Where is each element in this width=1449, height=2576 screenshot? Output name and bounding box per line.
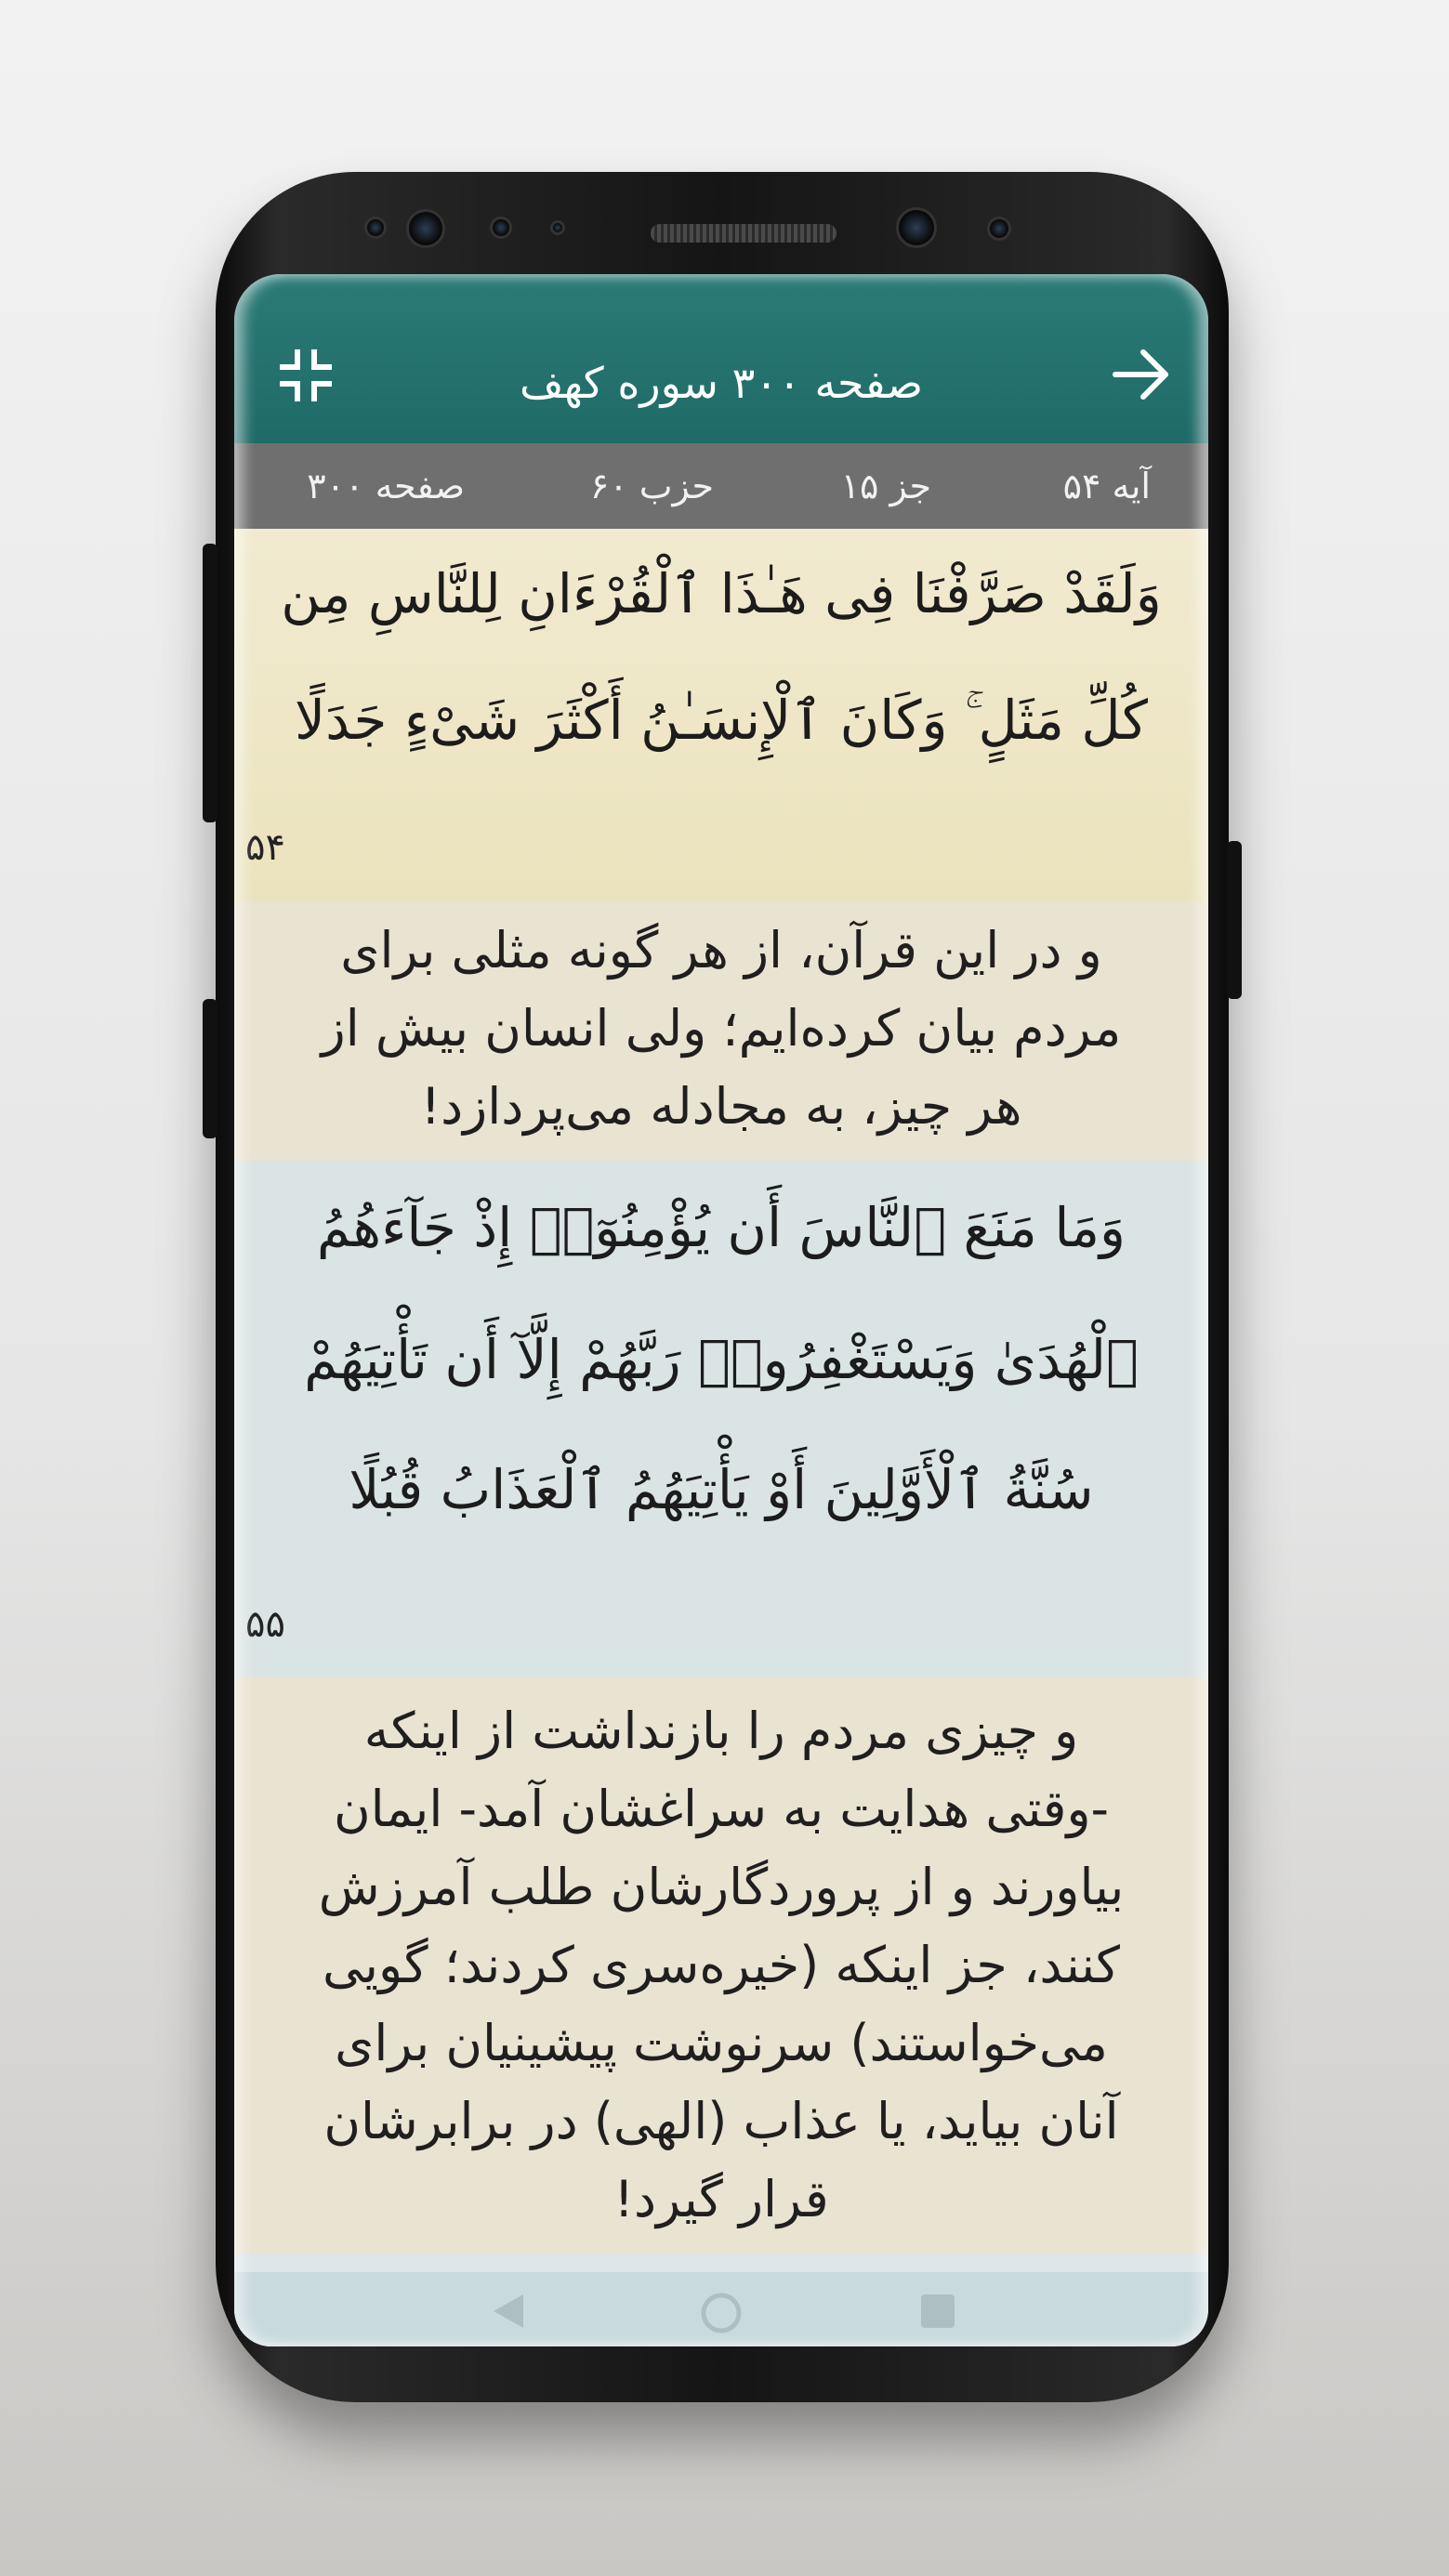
app-bar: [234, 274, 1208, 443]
translation-line: می‌خواستند) سرنوشت پیشینیان برای: [335, 2014, 1108, 2072]
sensor-icon: [490, 217, 512, 239]
volume-button: [203, 544, 217, 822]
sensor-icon: [987, 217, 1011, 241]
verse-translation[interactable]: [234, 1677, 1208, 2254]
info-bar: [234, 443, 1208, 529]
nav-recents-icon[interactable]: [917, 2291, 958, 2342]
hizb-label: حزب ۶۰: [589, 466, 714, 506]
bixby-button: [203, 999, 217, 1138]
led-icon: [550, 220, 565, 235]
verse-arabic[interactable]: [234, 529, 1208, 902]
translation-line: -وقتی هدایت به سراغشان آمد- ایمان: [333, 1780, 1110, 1838]
translation-line: مردم بیان کرده‌ایم؛ ولی انسان بیش از: [321, 999, 1122, 1058]
verse-arabic[interactable]: [234, 1161, 1208, 1677]
translation-line: و چیزی مردم را بازنداشت از اینکه: [363, 1702, 1079, 1760]
verse-translation[interactable]: [234, 902, 1208, 1161]
verse-number: ۵۴: [245, 826, 285, 869]
app-screen: [234, 274, 1208, 2346]
translation-line: کنند، جز اینکه (خیره‌سری کردند؛ گویی: [322, 1936, 1121, 1994]
ayah-label: آیه ۵۴: [1062, 466, 1151, 506]
arrow-right-icon[interactable]: [1112, 347, 1171, 415]
arabic-line: سُنَّةُ ٱلْأَوَّلِينَ أَوْ يَأْتِيَهُمُ ٱلْعَذَابُ قُبُلًا: [349, 1458, 1094, 1521]
next-verse-edge: [234, 2254, 1208, 2272]
arabic-line: وَلَقَدْ صَرَّفْنَا فِى هَـٰذَا ٱلْقُرْءَانِ لِلنَّاسِ مِن: [281, 562, 1162, 625]
arabic-line: وَمَا مَنَعَ ٱلنَّاسَ أَن يُؤْمِنُوٓا۟ إِذْ جَآءَهُمُ: [316, 1196, 1126, 1259]
verse-number: ۵۵: [245, 1603, 285, 1646]
power-button: [1227, 841, 1242, 999]
nav-back-icon[interactable]: [490, 2291, 527, 2342]
arabic-line: كُلِّ مَثَلٍ ۚ وَكَانَ ٱلْإِنسَـٰنُ أَكْثَرَ شَىْءٍ جَدَلًا: [295, 689, 1148, 752]
arabic-line: ٱلْهُدَىٰ وَيَسْتَغْفِرُوا۟ رَبَّهُمْ إِلَّآ أَن تَأْتِيَهُمْ: [304, 1328, 1139, 1391]
nav-home-icon[interactable]: [699, 2291, 744, 2346]
sensor-icon: [364, 217, 387, 239]
earpiece-speaker: [651, 224, 836, 243]
juz-label: جز ۱۵: [840, 466, 931, 506]
translation-line: قرار گیرد!: [613, 2170, 829, 2228]
iris-camera-icon: [406, 209, 445, 248]
translation-line: بیاورند و از پروردگارشان طلب آمرزش: [318, 1858, 1125, 1916]
navigation-bar: [234, 2272, 1208, 2346]
phone-top-bezel: [216, 172, 1229, 274]
translation-line: آنان بیاید، یا عذاب (الهی) در برابرشان: [323, 2092, 1119, 2150]
page-label: صفحه ۳۰۰: [307, 466, 465, 506]
front-camera-icon: [896, 207, 937, 248]
page-title: صفحه ۳۰۰ سوره کهف: [519, 358, 924, 408]
translation-line: هر چیز، به مجادله می‌پردازد!: [420, 1077, 1022, 1136]
translation-line: و در این قرآن، از هر گونه مثلی برای: [340, 921, 1102, 979]
